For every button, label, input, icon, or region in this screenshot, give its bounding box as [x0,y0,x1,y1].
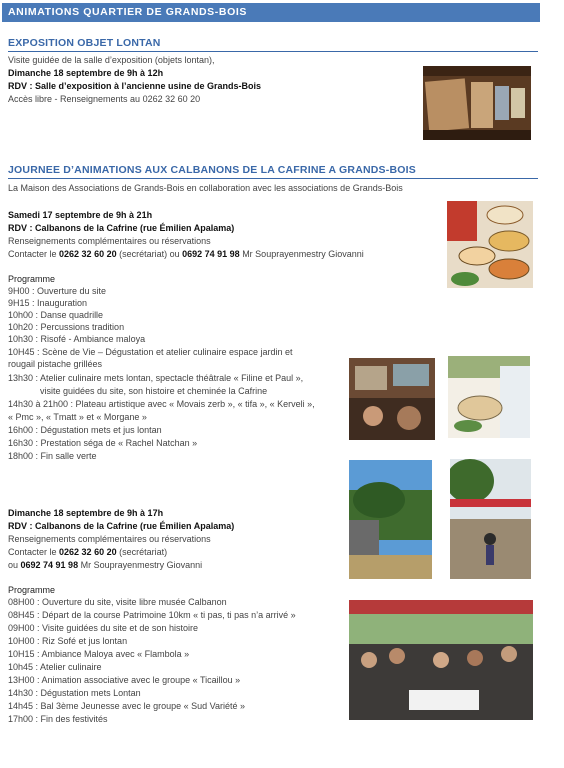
samedi-rdv: RDV : Calbanons de la Cafrine (rue Émilien Apalama) [8,223,235,233]
dimanche-contact-1 [8,546,167,559]
journee-title: JOURNEE D’ANIMATIONS AUX CALBANONS DE LA CAFRINE A GRANDS-BOIS [8,164,416,176]
dimanche-date: Dimanche 18 septembre de 9h à 17h [8,508,164,518]
calbanon-site-photo [349,460,432,579]
expo-date: Dimanche 18 septembre de 9h à 12h [8,68,164,78]
samedi-prog-4: 10h30 : Risofé - Ambiance maloya [8,334,146,344]
samedi-phone-1: 0262 32 60 20 [59,249,117,259]
samedi-contact-mid: (secrétariat) ou [116,249,183,259]
dimanche-contact-or: ou [8,560,21,570]
dimanche-prog-5: 10h45 : Atelier culinaire [8,662,102,672]
dimanche-prog-4: 10H15 : Ambiance Maloya avec « Flambola » [8,649,190,659]
expo-photo [423,66,531,140]
dimanche-contact-prefix: Contacter le [8,547,60,557]
samedi-prog-0: 9H00 : Ouverture du site [8,286,107,296]
samedi-prog-7: 13h30 : Atelier culinaire mets lontan, spectacle théâtrale « Filine et Paul », [8,373,304,383]
samedi-prog-10: « Pmc », « Tmatt » et « Morgane » [8,412,147,422]
samedi-phone-2: 0692 74 91 98 [182,249,240,259]
expo-rdv: RDV : Salle d’exposition à l’ancienne usine de Grands-Bois [8,81,262,91]
culinary-workshop-photo [349,358,435,440]
expo-line-1: Visite guidée de la salle d’exposition (objets lontan), [8,55,215,65]
samedi-date: Samedi 17 septembre de 9h à 21h [8,210,153,220]
samedi-contact [8,248,364,261]
dimanche-prog-8: 14h45 : Bal 3ème Jeunesse avec le groupe « Sud Variété » [8,701,245,711]
expo-title: EXPOSITION OBJET LONTAN [8,37,161,49]
samedi-prog-11: 16h00 : Dégustation mets et jus lontan [8,425,162,435]
dimanche-programme-label: Programme [8,585,56,595]
journee-intro: La Maison des Associations de Grands-Bois en collaboration avec les associations de Grands-Bois [8,183,403,193]
course-start-photo [450,459,531,579]
samedi-programme-label: Programme [8,274,56,284]
samedi-prog-12: 16h30 : Prestation séga de « Rachel Natchan » [8,438,198,448]
samedi-contact-prefix: Contacter le [8,249,60,259]
dimanche-contact-suffix-2: Mr Souprayenmestry Giovanni [78,560,203,570]
dish-tasting-photo [448,356,530,438]
dimanche-contact-2 [8,559,202,572]
samedi-prog-6: rougail pistache grillées [8,359,103,369]
samedi-info: Renseignements complémentaires ou réservations [8,236,211,246]
dimanche-prog-9: 17h00 : Fin des festivités [8,714,108,724]
dimanche-prog-6: 13H00 : Animation associative avec le groupe « Ticaillou » [8,675,241,685]
samedi-prog-1: 9H15 : Inauguration [8,298,88,308]
expo-access: Accès libre - Renseignements au 0262 32 60 20 [8,94,201,104]
dimanche-prog-7: 14h30 : Dégustation mets Lontan [8,688,141,698]
dimanche-prog-1: 08H45 : Départ de la course Patrimoine 10km « ti pas, ti pas n’a arrivé » [8,610,296,620]
dimanche-prog-0: 08H00 : Ouverture du site, visite libre musée Calbanon [8,597,227,607]
dimanche-info: Renseignements complémentaires ou réservations [8,534,211,544]
samedi-prog-13: 18h00 : Fin salle verte [8,451,97,461]
page-banner: ANIMATIONS QUARTIER DE GRANDS-BOIS [2,3,540,22]
samedi-contact-suffix: Mr Souprayenmestry Giovanni [239,249,364,259]
dimanche-prog-3: 10H00 : Riz Sofé et jus lontan [8,636,128,646]
expo-rule [8,51,538,52]
food-platters-photo [447,201,533,288]
samedi-prog-8: visite guidées du site, son histoire et cheminée la Cafrine [40,386,268,396]
samedi-prog-5: 10H45 : Scène de Vie – Dégustation et atelier culinaire espace jardin et [8,347,293,357]
dimanche-phone-1: 0262 32 60 20 [59,547,117,557]
samedi-prog-2: 10h00 : Danse quadrille [8,310,104,320]
journee-rule [8,178,538,179]
dimanche-prog-2: 09H00 : Visite guidées du site et de son histoire [8,623,198,633]
samedi-prog-3: 10h20 : Percussions tradition [8,322,125,332]
dimanche-rdv: RDV : Calbanons de la Cafrine (rue Émilien Apalama) [8,521,235,531]
dimanche-contact-suffix-1: (secrétariat) [116,547,168,557]
dimanche-phone-2: 0692 74 91 98 [20,560,79,570]
bal-group-photo [349,600,533,720]
samedi-prog-9: 14h30 à 21h00 : Plateau artistique avec « Movais zerb », « tifa », « Kerveli », [8,399,315,409]
